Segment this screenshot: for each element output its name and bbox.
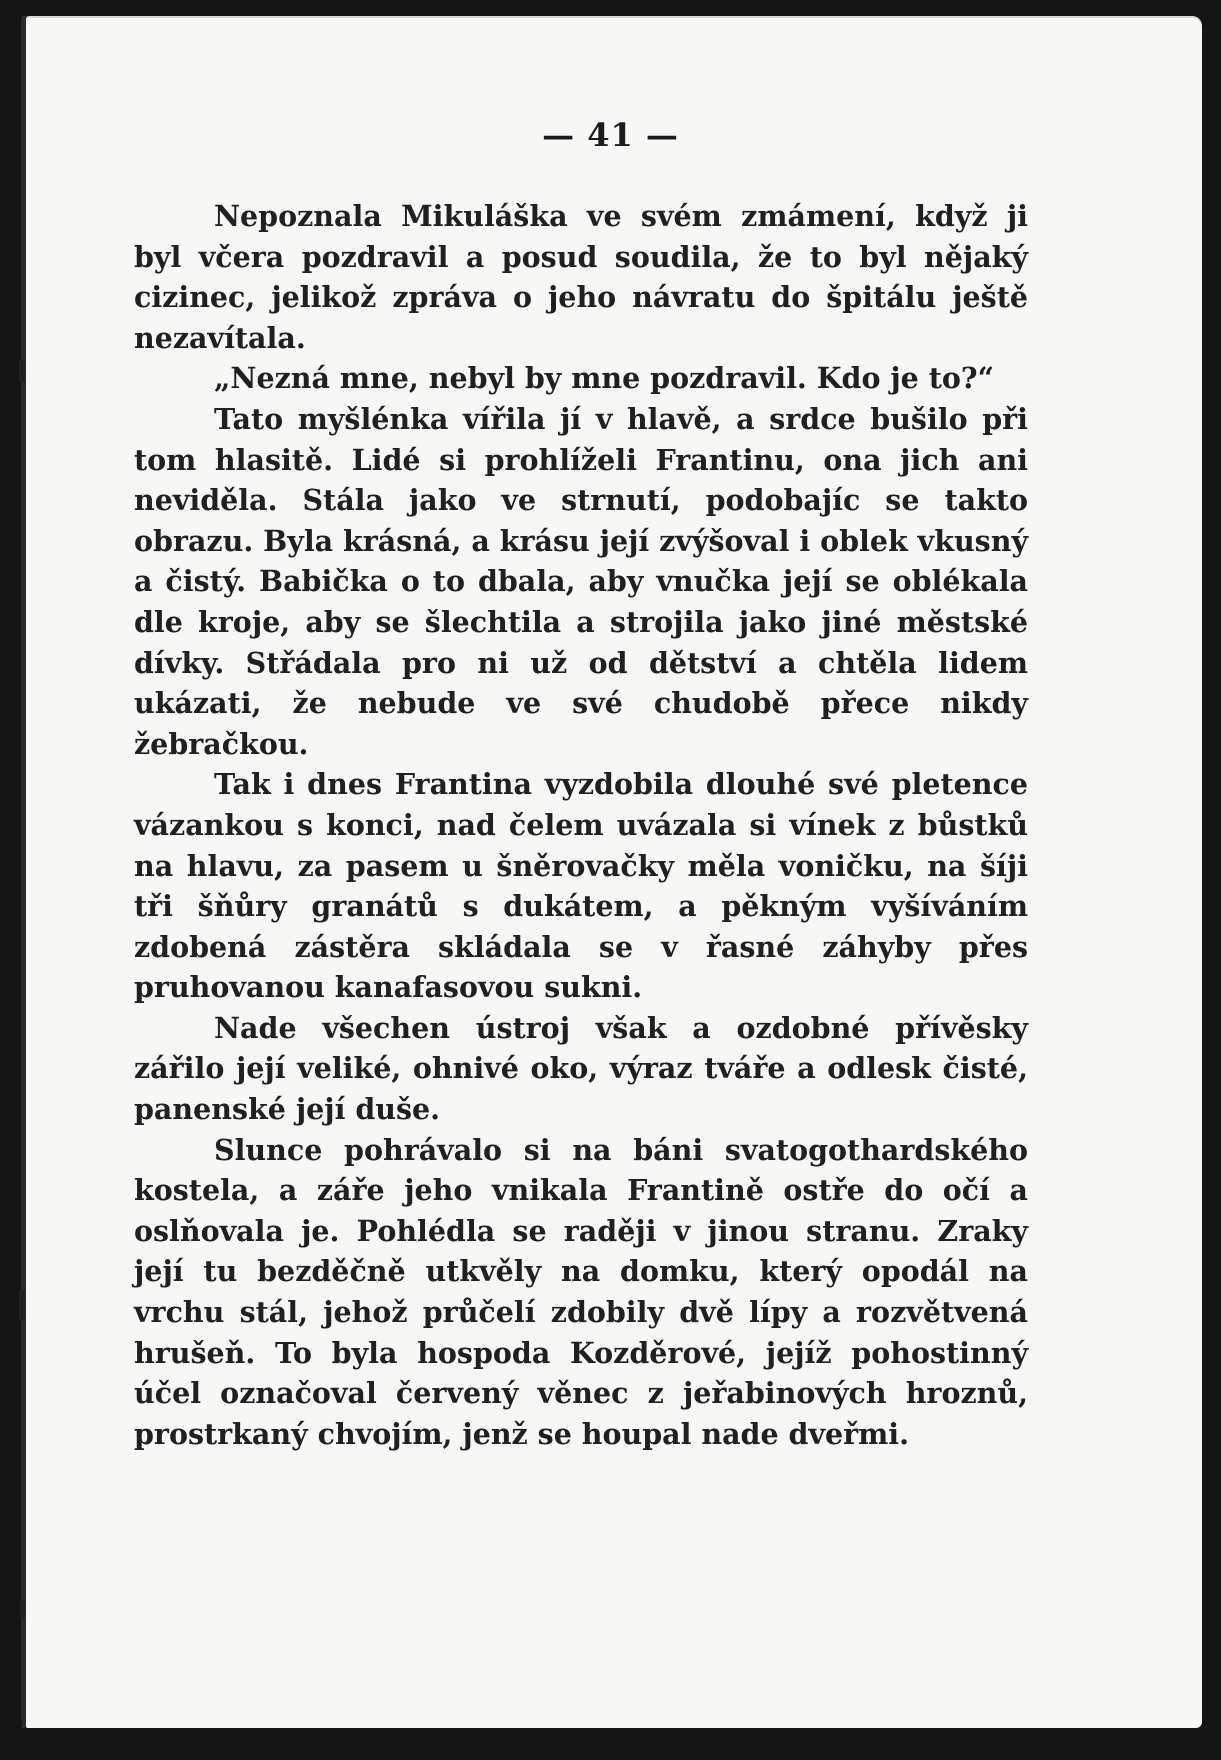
paragraph: Tato myšlénka vířila jí v hlavě, a srdce bušilo při tom hlasitě. Lidé si prohlíželi Frantinu, ona jich ani neviděla. Stála jako ve strnutí, podobajíc se takto obrazu. Byla krásná, a krásu její zvýšoval i oblek vkusný a čistý. Babička o to dbala, aby vnučka její se oblékala dle kroje, aby se šlechtila a strojila jako jiné městské dívky. Střádala pro ni už od dětství a chtěla lidem ukázati, že nebude ve své chudobě přece nikdy žebračkou. (134, 401, 1028, 761)
paragraph: Tak i dnes Frantina vyzdobila dlouhé své pletence vázankou s konci, nad čelem uvázala si vínek z bůstků na hlavu, za pasem u šněrovačky měla voničku, na šíji tři šňůry granátů s dukátem, a pěkným vyšíváním zdobená zástěra skládala se v řasné záhyby přes pruhovanou kanafasovou sukni. (134, 767, 1028, 1005)
body-text (134, 196, 1028, 1454)
paragraph: Nepoznala Mikuláška ve svém zmámení, když ji byl včera pozdravil a posud soudila, že to byl nějaký cizinec, jelikož zpráva o jeho návratu do špitálu ještě nezavítala. (134, 199, 1028, 355)
paragraph: „Nezná mne, nebyl by mne pozdravil. Kdo je to?“ (214, 361, 995, 396)
binding-edge-marks (18, 0, 28, 1760)
paragraph: Slunce pohrávalo si na báni svatogothardského kostela, a záře jeho vnikala Frantině ostře do očí a oslňovala je. Pohlédla se raději v jinou stranu. Zraky její tu bezděčně utkvěly na domku, který opodál na vrchu stál, jehož průčelí zdobily dvě lípy a rozvětvená hrušeň. To byla hospoda Kozděrové, jejíž pohostinný účel označoval červený věnec z jeřabinových hroznů, prostrkaný chvojím, jenž se houpal nade dveřmi. (134, 1132, 1028, 1451)
paragraph: Nade všechen ústroj však a ozdobné přívěsky zářilo její veliké, ohnivé oko, výraz tváře a odlesk čisté, panenské její duše. (134, 1010, 1028, 1127)
page-number: — 41 — (542, 116, 679, 154)
